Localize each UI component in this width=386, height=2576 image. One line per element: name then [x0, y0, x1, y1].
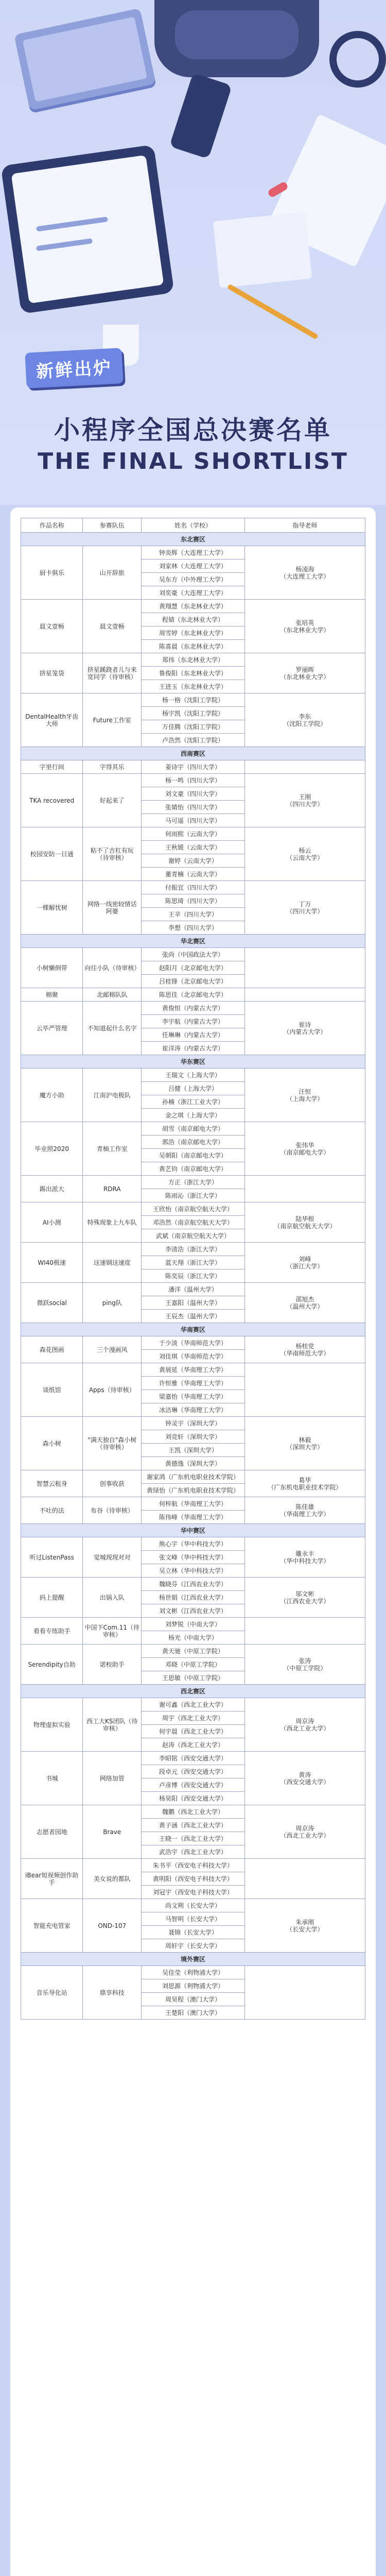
- team-name: "满天独自"森小树（待审核）: [83, 1417, 142, 1470]
- member-name: 熊心宇（华中科技大学）: [142, 1537, 245, 1551]
- team-name: 挤星蹊跷者儿与来宽同学（待审核）: [83, 653, 142, 693]
- work-name: TKA recovered: [21, 774, 83, 827]
- teacher-name: 朱承刚 （长安大学）: [244, 1899, 365, 1953]
- team-name: ping队: [83, 1283, 142, 1323]
- region-row: [21, 1685, 365, 1698]
- team-name: 特殊现象上九车队: [83, 1202, 142, 1243]
- member-name: 陈喜晨（东北林业大学）: [142, 640, 245, 653]
- table-row: [21, 1069, 365, 1082]
- member-name: 陈奕辰（浙江大学）: [142, 1269, 245, 1283]
- table-row: [21, 693, 365, 707]
- table-row: [21, 988, 365, 1002]
- teacher-name: [244, 1859, 365, 1899]
- team-name: 鼎享科技: [83, 1966, 142, 2020]
- member-name: 潘洋（温州大学）: [142, 1283, 245, 1296]
- member-name: 王欣怡（南京航空航天大学）: [142, 1202, 245, 1216]
- teacher-name: 王刚 （四川大学）: [244, 774, 365, 827]
- team-name: 北邮棉队队: [83, 988, 142, 1002]
- table-row: [21, 1752, 365, 1765]
- team-name: 西工大KS团队（待审核）: [83, 1698, 142, 1752]
- team-name: Future工作室: [83, 693, 142, 747]
- work-name: 棉聚: [21, 988, 83, 1002]
- member-name: 朱书平（西安电子科技大学）: [142, 1859, 245, 1872]
- team-name: 向往小队（待审核）: [83, 948, 142, 988]
- work-name: 踢出派大: [21, 1176, 83, 1202]
- member-name: 陈伟峰（华南理工大学）: [142, 1511, 245, 1524]
- member-name: 谢可鑫（西北工业大学）: [142, 1698, 245, 1711]
- region-name: 西南赛区: [21, 747, 365, 760]
- member-name: 魏鹏（西北工业大学）: [142, 1805, 245, 1819]
- work-name: 智能充电管家: [21, 1899, 83, 1953]
- member-name: 邓浩然（南京航空航天大学）: [142, 1216, 245, 1229]
- region-row: [21, 747, 365, 760]
- team-name: 网络一线密较情话阿婆: [83, 881, 142, 935]
- region-name: 华东赛区: [21, 1055, 365, 1069]
- team-name: 好起来了: [83, 774, 142, 827]
- region-row: [21, 1055, 365, 1069]
- paper-illustration: [213, 212, 312, 288]
- table-body: [21, 533, 365, 2020]
- teacher-name: 杨桂党 （华南师范大学）: [244, 1336, 365, 1363]
- member-name: 武斌（南京航空航天大学）: [142, 1229, 245, 1243]
- table-row: [21, 1497, 365, 1511]
- member-name: 钟灵宇（深圳大学）: [142, 1417, 245, 1430]
- team-name: 美女说的都队: [83, 1859, 142, 1899]
- phone-illustration: [169, 73, 232, 159]
- work-name: 森小树: [21, 1417, 83, 1470]
- table-row: [21, 1618, 365, 1631]
- teacher-name: 陆华根 （南京航空航天大学）: [244, 1202, 365, 1243]
- work-name: WI40极速: [21, 1243, 83, 1283]
- member-name: 鲁俊阳（东北林业大学）: [142, 667, 245, 680]
- table-row: [21, 1417, 365, 1430]
- member-name: 尚文朔（长安大学）: [142, 1899, 245, 1912]
- table-row: [21, 1122, 365, 1136]
- member-name: 黄明阳（西安电子科技大学）: [142, 1872, 245, 1886]
- member-name: 黄展延（华南理工大学）: [142, 1363, 245, 1377]
- tablet-illustration: [1, 145, 174, 314]
- member-name: 刘竞轩（深圳大学）: [142, 1430, 245, 1444]
- work-name: 微跃social: [21, 1283, 83, 1323]
- member-name: 吕桂锋（北京邮电大学）: [142, 975, 245, 988]
- member-name: 黄子涵（西北工业大学）: [142, 1819, 245, 1832]
- teacher-name: [244, 1363, 365, 1417]
- teacher-name: [244, 1966, 365, 2020]
- table-row: [21, 948, 365, 961]
- member-name: 何雨熙（云南大学）: [142, 827, 245, 841]
- member-name: 卢彦博（西安交通大学）: [142, 1778, 245, 1792]
- table-row: [21, 760, 365, 774]
- teacher-name: 张培英 （东北林业大学）: [244, 600, 365, 653]
- table-row: [21, 1859, 365, 1872]
- teacher-name: 黄涛 （西安交通大学）: [244, 1752, 365, 1805]
- teacher-name: 丁万 （四川大学）: [244, 881, 365, 935]
- table-header-row: [21, 518, 365, 533]
- work-name: 智慧云租身: [21, 1470, 83, 1497]
- team-name: Apps（待审核）: [83, 1363, 142, 1417]
- work-name: AI小测: [21, 1202, 83, 1243]
- member-name: 李想（四川大学）: [142, 921, 245, 935]
- page-title: 小程序全国总决赛名单: [54, 415, 332, 445]
- member-name: 吴佳莹（利物浦大学）: [142, 1966, 245, 1979]
- work-name: 云毕严管理: [21, 1002, 83, 1055]
- teacher-name: 葛华 （广东机电职业技术学院）: [244, 1470, 365, 1497]
- table-row: [21, 881, 365, 894]
- member-name: 周轩宇（长安大学）: [142, 1939, 245, 1953]
- shortlist-table: [21, 518, 365, 2020]
- member-name: 王晓一（西北工业大学）: [142, 1832, 245, 1845]
- table-row: [21, 1243, 365, 1256]
- work-name: 晨文壹畅: [21, 600, 83, 653]
- work-name: 挤星笼袋: [21, 653, 83, 693]
- header-work: 作品名称: [21, 518, 83, 533]
- member-name: 王瑞文（上海大学）: [142, 1069, 245, 1082]
- team-name: 这速钢这速度: [83, 1243, 142, 1283]
- member-name: 梁嘉怡（华南理工大学）: [142, 1390, 245, 1403]
- table-row: [21, 1336, 365, 1350]
- member-name: 杨一鸣（四川大学）: [142, 774, 245, 787]
- table-row: [21, 1002, 365, 1015]
- teacher-name: 张伟华 （南京邮电大学）: [244, 1122, 365, 1176]
- fresh-banner: 新鲜出炉: [25, 348, 123, 388]
- table-row: [21, 653, 365, 667]
- table-row: [21, 1363, 365, 1377]
- member-name: 黄俊恒（内蒙古大学）: [142, 1002, 245, 1015]
- team-name: Brave: [83, 1805, 142, 1859]
- member-name: 郑伟（东北林业大学）: [142, 653, 245, 667]
- work-name: 字里行间: [21, 760, 83, 774]
- member-name: 魏晓芬（江西农业大学）: [142, 1578, 245, 1591]
- table-row: [21, 1176, 365, 1189]
- table-row: [21, 1645, 365, 1658]
- team-name: 诺校助手: [83, 1645, 142, 1685]
- member-name: 王秋媛（云南大学）: [142, 841, 245, 854]
- member-name: 陈思佳（北京邮电大学）: [142, 988, 245, 1002]
- member-name: 赵阳月（北京邮电大学）: [142, 961, 245, 975]
- teacher-name: 杨云 （云南大学）: [244, 827, 365, 881]
- team-name: 出锅入队: [83, 1578, 142, 1618]
- work-name: 厨卡俱乐: [21, 546, 83, 600]
- member-name: 黄绿怡（广东机电职业技术学院）: [142, 1484, 245, 1497]
- member-name: 刘文豪（四川大学）: [142, 787, 245, 801]
- shortlist-card: [10, 507, 376, 2576]
- team-name: 创事收获: [83, 1470, 142, 1497]
- teacher-name: 林毅 （深圳大学）: [244, 1417, 365, 1470]
- table-row: [21, 1202, 365, 1216]
- member-name: 黄德逸（深圳大学）: [142, 1457, 245, 1470]
- member-name: 李昭铭（西安交通大学）: [142, 1752, 245, 1765]
- table-row: [21, 1578, 365, 1591]
- member-name: 周宇（西北工业大学）: [142, 1711, 245, 1725]
- member-name: 武浩宇（西北工业大学）: [142, 1845, 245, 1859]
- teacher-name: [244, 948, 365, 988]
- region-name: 东北赛区: [21, 533, 365, 546]
- teacher-name: 杨凌海 （大连理工大学）: [244, 546, 365, 600]
- member-name: 马智明（长安大学）: [142, 1912, 245, 1926]
- header-team: 参赛队伍: [83, 518, 142, 533]
- work-name: Serendipity自助: [21, 1645, 83, 1685]
- member-name: 赵涛（西北工业大学）: [142, 1738, 245, 1752]
- team-name: 觉城现现对对: [83, 1537, 142, 1578]
- member-name: 张婧怡（四川大学）: [142, 801, 245, 814]
- team-name: 布谷（待审核）: [83, 1497, 142, 1524]
- team-name: 江南沪电极队: [83, 1069, 142, 1122]
- table-row: [21, 1470, 365, 1484]
- teacher-name: 周京涛 （西北工业大学）: [244, 1698, 365, 1752]
- work-name: 志愿者园地: [21, 1805, 83, 1859]
- member-name: 张尚（中国政法大学）: [142, 948, 245, 961]
- header-member: 姓名（学校）: [142, 518, 245, 533]
- table-row: [21, 600, 365, 613]
- work-name: 小树懒倒带: [21, 948, 83, 988]
- team-name: 中国下Com.11（待审核）: [83, 1618, 142, 1645]
- table-row: [21, 1966, 365, 1979]
- member-name: 谢婷（云南大学）: [142, 854, 245, 868]
- team-name: 青柚工作室: [83, 1122, 142, 1176]
- member-name: 李宇航（内蒙古大学）: [142, 1015, 245, 1028]
- teacher-name: 崔诗 （内蒙古大学）: [244, 1002, 365, 1055]
- member-name: 任琳琳（内蒙古大学）: [142, 1028, 245, 1042]
- work-name: 看看专练助手: [21, 1618, 83, 1645]
- member-name: 吴东方（中外理工大学）: [142, 573, 245, 586]
- member-name: 杨昊阳（西安交通大学）: [142, 1792, 245, 1805]
- member-name: 董青楠（云南大学）: [142, 868, 245, 881]
- member-name: 蓝天翔（浙江大学）: [142, 1256, 245, 1269]
- work-name: 一棵解忧树: [21, 881, 83, 935]
- member-name: 金之琪（上海大学）: [142, 1109, 245, 1122]
- team-name: 字得其乐: [83, 760, 142, 774]
- member-name: 陈思琦（四川大学）: [142, 894, 245, 908]
- table-row: [21, 546, 365, 560]
- member-name: 王进玉（东北林业大学）: [142, 680, 245, 693]
- member-name: 刘奕豪（大连理工大学）: [142, 586, 245, 600]
- work-name: 不吐的法: [21, 1497, 83, 1524]
- teacher-name: 陈佳雄 （华南理工大学）: [244, 1497, 365, 1524]
- table-row: [21, 1537, 365, 1551]
- member-name: 刘梦锐（中南大学）: [142, 1618, 245, 1631]
- team-name: 三个漫画风: [83, 1336, 142, 1363]
- teacher-name: 李东 （沈阳工学院）: [244, 693, 365, 747]
- page-subtitle: THE FINAL SHORTLIST: [38, 448, 348, 474]
- teacher-name: 刘峰 （浙江大学）: [244, 1243, 365, 1283]
- table-row: [21, 774, 365, 787]
- region-name: 境外赛区: [21, 1953, 365, 1966]
- region-name: 西北赛区: [21, 1685, 365, 1698]
- work-name: iBear短视频创作助手: [21, 1859, 83, 1899]
- member-name: 刘文彬（江西农业大学）: [142, 1604, 245, 1618]
- table-row: [21, 1899, 365, 1912]
- member-name: 黄天驰（中原工学院）: [142, 1645, 245, 1658]
- member-name: 王思敏（中原工学院）: [142, 1671, 245, 1685]
- team-name: 不知道起什么名字: [83, 1002, 142, 1055]
- work-name: 码上提醒: [21, 1578, 83, 1618]
- work-name: 听过ListenPass: [21, 1537, 83, 1578]
- member-name: 张文峰（华中科技大学）: [142, 1551, 245, 1564]
- member-name: 谢家鸿（广东机电职业技术学院）: [142, 1470, 245, 1484]
- member-name: 姜诗宇（四川大学）: [142, 760, 245, 774]
- member-name: 杨一格（沈阳工学院）: [142, 693, 245, 707]
- member-name: 杨宇凯（沈阳工学院）: [142, 707, 245, 720]
- member-name: 郭浩（南京邮电大学）: [142, 1136, 245, 1149]
- header-teacher: 指导老师: [244, 518, 365, 533]
- member-name: 黄翔慧（东北林业大学）: [142, 600, 245, 613]
- member-name: 万佳腾（沈阳工学院）: [142, 720, 245, 734]
- member-name: 黄艺钧（南京邮电大学）: [142, 1162, 245, 1176]
- member-name: 刘佳琪（华南师范大学）: [142, 1350, 245, 1363]
- member-name: 王楚阳（澳门大学）: [142, 2006, 245, 2020]
- member-name: 周昊程（澳门大学）: [142, 1993, 245, 2006]
- team-name: 晨文壹畅: [83, 600, 142, 653]
- member-name: 杨世娟（江西农业大学）: [142, 1591, 245, 1604]
- member-name: 许恒雅（华南理工大学）: [142, 1377, 245, 1390]
- member-name: 马可遥（四川大学）: [142, 814, 245, 827]
- hero-banner: [0, 0, 386, 505]
- region-row: [21, 1524, 365, 1537]
- region-name: 华北赛区: [21, 935, 365, 948]
- member-name: 陈雨沁（浙江大学）: [142, 1189, 245, 1202]
- member-name: 冰洁琳（华南理工大学）: [142, 1403, 245, 1417]
- region-row: [21, 1323, 365, 1336]
- work-name: 毕业照2020: [21, 1122, 83, 1176]
- member-name: 李清浩（浙江大学）: [142, 1243, 245, 1256]
- table-row: [21, 1698, 365, 1711]
- region-row: [21, 1953, 365, 1966]
- member-name: 程婧（东北林业大学）: [142, 613, 245, 626]
- member-name: 王辛（四川大学）: [142, 908, 245, 921]
- team-name: 山开辞旅: [83, 546, 142, 600]
- work-name: 物理虚拟实验: [21, 1698, 83, 1752]
- member-name: 吴立林（华中科技大学）: [142, 1564, 245, 1578]
- teacher-name: 邬文彬 （江西农业大学）: [244, 1578, 365, 1618]
- work-name: 音乐导化站: [21, 1966, 83, 2020]
- region-row: [21, 533, 365, 546]
- member-name: 孙楠（浙江工业大学）: [142, 1095, 245, 1109]
- member-name: 卢浩然（沈阳工学院）: [142, 734, 245, 747]
- member-name: 刘冠宇（西安电子科技大学）: [142, 1886, 245, 1899]
- member-name: 杨光（中南大学）: [142, 1631, 245, 1645]
- teacher-name: [244, 1176, 365, 1202]
- member-name: 聂锦（长安大学）: [142, 1926, 245, 1939]
- member-name: 何梓航（华南理工大学）: [142, 1497, 245, 1511]
- member-name: 付振宜（四川大学）: [142, 881, 245, 894]
- teacher-name: [244, 1618, 365, 1645]
- member-name: 王凯（深圳大学）: [142, 1444, 245, 1457]
- work-name: 森花图画: [21, 1336, 83, 1363]
- teacher-name: 汪恒 （上海大学）: [244, 1069, 365, 1122]
- member-name: 邓晓（中原工学院）: [142, 1658, 245, 1671]
- teacher-name: [244, 988, 365, 1002]
- table-row: [21, 827, 365, 841]
- teacher-name: [244, 760, 365, 774]
- member-name: 刘家林（大连理工大学）: [142, 560, 245, 573]
- teacher-name: 周京涛 （西北工业大学）: [244, 1805, 365, 1859]
- member-name: 王嘉阳（温州大学）: [142, 1296, 245, 1310]
- member-name: 吴朝阳（南京邮电大学）: [142, 1149, 245, 1162]
- member-name: 钟炎辉（大连理工大学）: [142, 546, 245, 560]
- member-name: 王辰杰（温州大学）: [142, 1310, 245, 1323]
- work-name: 谈纸馆: [21, 1363, 83, 1417]
- region-name: 华南赛区: [21, 1323, 365, 1336]
- pen-illustration: [227, 284, 319, 340]
- member-name: 方正（浙江大学）: [142, 1176, 245, 1189]
- member-name: 周雪婷（东北林业大学）: [142, 626, 245, 640]
- team-name: 粘不了吉杠有玩（待审核）: [83, 827, 142, 881]
- laptop-illustration: [14, 8, 156, 111]
- team-name: RDRA: [83, 1176, 142, 1202]
- vr-headset-illustration: [154, 0, 319, 77]
- teacher-name: 罗丽晖 （东北林业大学）: [244, 653, 365, 693]
- member-name: 胡雪（南京邮电大学）: [142, 1122, 245, 1136]
- table-row: [21, 1805, 365, 1819]
- member-name: 崔洋涛（内蒙古大学）: [142, 1042, 245, 1055]
- work-name: 魔方小助: [21, 1069, 83, 1122]
- work-name: 校园安防一日通: [21, 827, 83, 881]
- work-name: 书城: [21, 1752, 83, 1805]
- headphones-illustration: [329, 31, 386, 88]
- member-name: 段卓元（西安交通大学）: [142, 1765, 245, 1778]
- region-name: 华中赛区: [21, 1524, 365, 1537]
- teacher-name: 邵旭杰 （温州大学）: [244, 1283, 365, 1323]
- member-name: 何宇晨（西北工业大学）: [142, 1725, 245, 1738]
- member-name: 吕健（上海大学）: [142, 1082, 245, 1095]
- work-name: DentalHealth牙齿大师: [21, 693, 83, 747]
- team-name: OND-107: [83, 1899, 142, 1953]
- member-name: 于少淡（华南师范大学）: [142, 1336, 245, 1350]
- teacher-name: 张涛 （中原工学院）: [244, 1645, 365, 1685]
- teacher-name: 雕永丰 （华中科技大学）: [244, 1537, 365, 1578]
- team-name: 网络加管: [83, 1752, 142, 1805]
- table-row: [21, 1283, 365, 1296]
- member-name: 刘思源（利物浦大学）: [142, 1979, 245, 1993]
- region-row: [21, 935, 365, 948]
